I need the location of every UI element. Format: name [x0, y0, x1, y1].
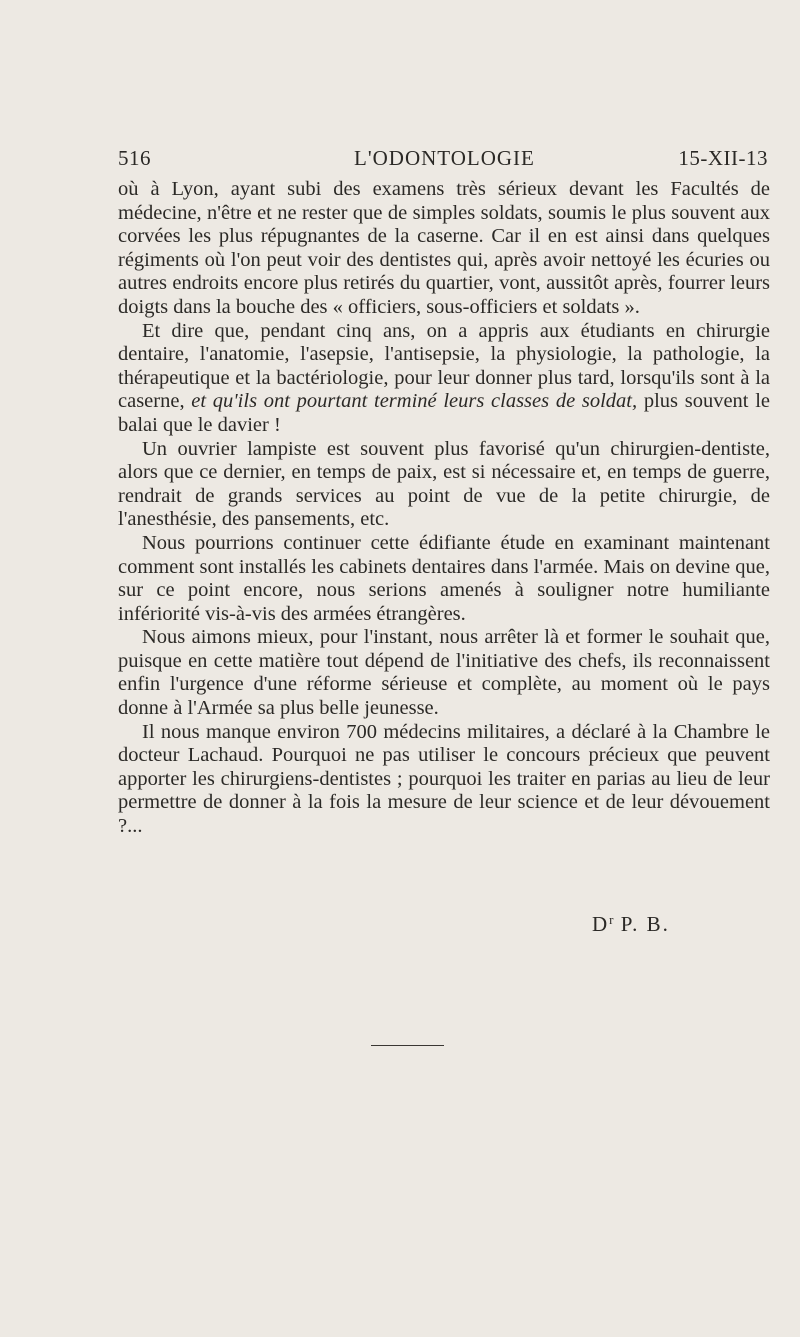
signature-title: D	[592, 912, 610, 936]
signature	[592, 912, 670, 937]
paragraph-text: Et dire que, pendant cinq ans, on a appris aux étudiants en chirurgie dentaire, l'anatomie, l'asepsie, l'antisepsie, la physiologie, la pathologie, la thérapeutique et la bactériologie, pour leur donner plus tard, lorsqu'ils sont à la caserne,	[118, 319, 770, 413]
article-body	[118, 178, 770, 839]
paragraph-text: plus souvent le balai que le davier !	[118, 390, 771, 436]
running-header	[118, 146, 768, 172]
paragraph: Un ouvrier lampiste est souvent plus favorisé qu'un chirurgien-dentiste, alors que ce dernier, en temps de paix, est si nécessaire et, en temps de guerre, rendrait de grands services au point de vue de la petite chirurgie, de l'anesthésie, des pansements, etc.	[118, 437, 770, 531]
journal-title: L'ODONTOLOGIE	[354, 146, 535, 170]
paragraph: Nous pourrions continuer cette édifiante étude en examinant maintenant comment sont installés les cabinets dentaires dans l'armée. Mais on devine que, sur ce point encore, nous serions amenés à souligner notre humiliante infériorité vis-à-vis des armées étrangères.	[118, 531, 770, 625]
signature-initials: P. B.	[613, 912, 670, 936]
section-divider	[371, 1045, 444, 1046]
italic-phrase: et qu'ils ont pourtant terminé leurs classes de soldat,	[191, 390, 638, 413]
paragraph: Il nous manque environ 700 médecins militaires, a déclaré à la Chambre le docteur Lachaud. Pourquoi ne pas utiliser le concours précieux que peuvent apporter les chirurgiens-dentistes ; pourquoi les traiter en parias au lieu de leur permettre de donner à la fois la mesure de leur science et de leur dévouement ?...	[118, 720, 770, 838]
paragraph: Nous aimons mieux, pour l'instant, nous arrêter là et former le souhait que, puisque en cette matière tout dépend de l'initiative des chefs, ils reconnaissent enfin l'urgence d'une réforme sérieuse et complète, au moment où le pays donne à l'Armée sa plus belle jeunesse.	[118, 626, 770, 720]
signature-title-superscript: r	[609, 912, 614, 927]
issue-date: 15-XII-13	[678, 146, 768, 170]
page-number: 516	[118, 146, 151, 170]
paragraph: où à Lyon, ayant subi des examens très sérieux devant les Facultés de médecine, n'être et ne rester que de simples soldats, soumis le plus souvent aux corvées les plus répugnantes de la caserne. Car il en est ainsi dans quelques régiments où l'on peut voir des dentistes qui, après avoir nettoyé les écuries ou autres endroits encore plus retirés du quartier, vont, aussitôt après, fourrer leurs doigts dans la bouche des « officiers, sous-officiers et soldats ».	[118, 178, 770, 318]
paragraph	[118, 320, 770, 438]
